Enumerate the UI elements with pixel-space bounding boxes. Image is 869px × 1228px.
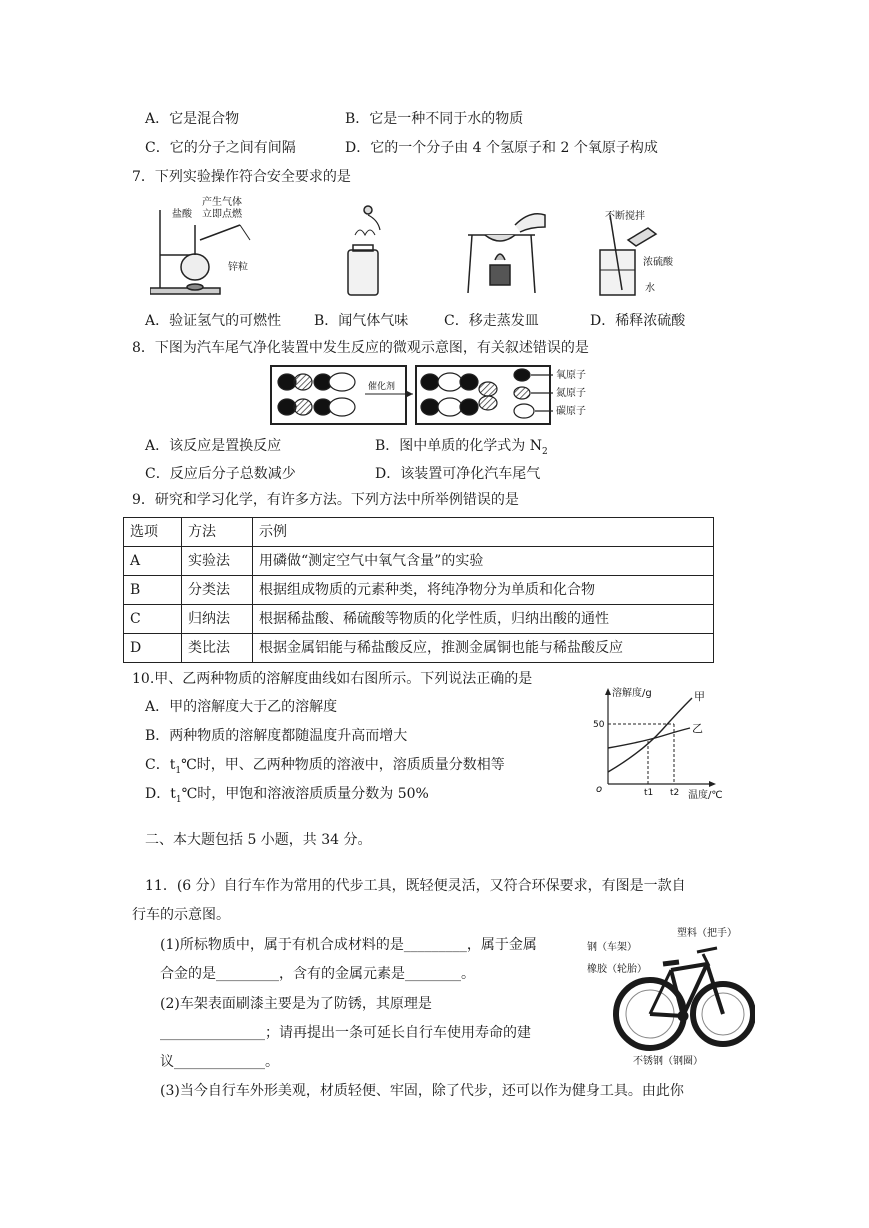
q8-reaction-diagram	[270, 365, 610, 427]
table-cell: D	[124, 634, 182, 663]
q6-option-b: B．它是一种不同于水的物质	[345, 111, 524, 127]
legend-nitrogen: 氮原子	[556, 388, 586, 399]
graph-ylabel: 溶解度/g	[612, 688, 652, 699]
q11-line-5: (2)车架表面刷漆主要是为了防锈，其原理是	[160, 996, 432, 1012]
fig-a-label-gas: 产生气体	[202, 197, 242, 208]
table-cell: 根据组成物质的元素种类，将纯净物分为单质和化合物	[253, 576, 714, 605]
q7-option-d: D．稀释浓硫酸	[590, 313, 686, 329]
table-cell: 实验法	[182, 547, 253, 576]
q11-line-7: 议_____________。	[160, 1054, 279, 1070]
table-cell: B	[124, 576, 182, 605]
table-cell: C	[124, 605, 182, 634]
table-cell: 根据稀盐酸、稀硫酸等物质的化学性质，归纳出酸的通性	[253, 605, 714, 634]
figure-c-evaporating-dish	[468, 214, 545, 293]
fig-d-label-stir: 不断搅拌	[605, 211, 645, 222]
q11-line-8: (3)当今自行车外形美观，材质轻便、牢固，除了代步，还可以作为健身工具。由此你	[160, 1083, 684, 1099]
legend-oxygen: 氧原子	[556, 370, 586, 381]
q11-line-1: 11．(6 分）自行车作为常用的代步工具，既轻便灵活，又符合环保要求，有图是一款自	[145, 878, 686, 894]
q10-option-b: B．两种物质的溶解度都随温度升高而增大	[145, 728, 408, 744]
fig-a-label-ignite: 立即点燃	[202, 209, 242, 220]
q7-apparatus-figures	[150, 195, 750, 305]
graph-y-tick: 50	[593, 720, 605, 730]
bicycle-figure	[585, 922, 755, 1072]
q11-line-4: 合金的是_________，含有的金属元素是________。	[160, 966, 475, 982]
table-header-row	[124, 518, 714, 547]
table-row	[124, 576, 714, 605]
q6-option-d: D．它的一个分子由 4 个氢原子和 2 个氧原子构成	[345, 140, 658, 156]
fig-d-label-water: 水	[645, 283, 655, 294]
q9-emphasis: 错误	[462, 492, 491, 508]
q10-option-c: C．$t_1℃$时，甲、乙两种物质的溶液中，溶质质量分数相等	[145, 757, 505, 776]
q8-emphasis: 错误	[532, 340, 561, 356]
curve-jia	[608, 698, 692, 772]
q6-option-c: C．它的分子之间有间隔	[145, 140, 296, 156]
bike-label-handle: 塑料（把手）	[677, 928, 737, 939]
q10-option-d: D．$t_1℃$时，甲饱和溶液溶质质量分数为 50%	[145, 786, 429, 805]
graph-xlabel: 温度/℃	[688, 790, 723, 801]
table-row	[124, 605, 714, 634]
section-2-heading: 二、本大题包括 5 小题，共 34 分。	[145, 832, 372, 848]
graph-series-jia: 甲	[694, 690, 705, 703]
q7-option-a: A．验证氢气的可燃性	[145, 313, 282, 329]
bike-label-tire: 橡胶（轮胎）	[587, 964, 647, 975]
fig-a-label-acid: 盐酸	[172, 209, 192, 220]
q8-option-b: B．图中单质的化学式为 $N_2$	[375, 438, 548, 457]
q8-option-a: A．该反应是置换反应	[145, 438, 282, 454]
fig-a-label-zinc: 锌粒	[228, 262, 248, 273]
graph-series-yi: 乙	[692, 722, 703, 735]
table-row	[124, 634, 714, 663]
table-row	[124, 547, 714, 576]
fig-d-label-acid: 浓硫酸	[643, 257, 673, 268]
bike-label-frame: 钢（车架）	[587, 942, 637, 953]
solubility-graph	[592, 684, 742, 804]
curve-yi	[608, 728, 690, 748]
table-cell: 用磷做“测定空气中氧气含量”的实验	[253, 547, 714, 576]
q8-option-d: D．该装置可净化汽车尾气	[375, 466, 541, 482]
q10-option-a: A．甲的溶解度大于乙的溶解度	[145, 699, 338, 715]
bike-label-rim: 不锈钢（钢圈）	[633, 1056, 703, 1067]
table-cell: 类比法	[182, 634, 253, 663]
q7-option-b: B．闻气体气味	[314, 313, 409, 329]
q10-stem: 10.甲、乙两种物质的溶解度曲线如右图所示。下列说法正确的是	[132, 671, 533, 687]
graph-x-tick-1: t1	[644, 788, 654, 798]
table-cell: A	[124, 547, 182, 576]
table-cell: 分类法	[182, 576, 253, 605]
table-header: 方法	[182, 518, 253, 547]
table-cell: 根据金属铝能与稀盐酸反应，推测金属铜也能与稀盐酸反应	[253, 634, 714, 663]
table-header: 示例	[253, 518, 714, 547]
q8-option-c: C．反应后分子总数减少	[145, 466, 296, 482]
q11-line-6: _______________；请再提出一条可延长自行车使用寿命的建	[160, 1025, 531, 1041]
graph-origin: o	[596, 784, 603, 795]
q6-option-a: A．它是混合物	[145, 111, 240, 127]
table-header: 选项	[124, 518, 182, 547]
q11-line-2: 行车的示意图。	[132, 907, 230, 923]
table-cell: 归纳法	[182, 605, 253, 634]
figure-b-gas-jar	[348, 206, 380, 295]
graph-x-tick-2: t2	[670, 788, 680, 798]
figure-a-hydrogen-flask	[150, 210, 250, 294]
q7-option-c: C．移走蒸发皿	[444, 313, 539, 329]
catalyst-label: 催化剂	[368, 382, 396, 392]
q9-stem: 9．研究和学习化学，有许多方法。下列方法中所举例错误的是	[132, 492, 519, 508]
legend-carbon: 碳原子	[556, 406, 586, 417]
q8-stem: 8．下图为汽车尾气净化装置中发生反应的微观示意图，有关叙述错误的是	[132, 340, 589, 356]
bicycle-drawing	[616, 948, 753, 1048]
q9-method-table	[123, 517, 714, 663]
q7-stem: 7．下列实验操作符合安全要求的是	[132, 169, 351, 185]
q11-line-3: (1)所标物质中，属于有机合成材料的是_________，属于金属	[160, 937, 537, 953]
